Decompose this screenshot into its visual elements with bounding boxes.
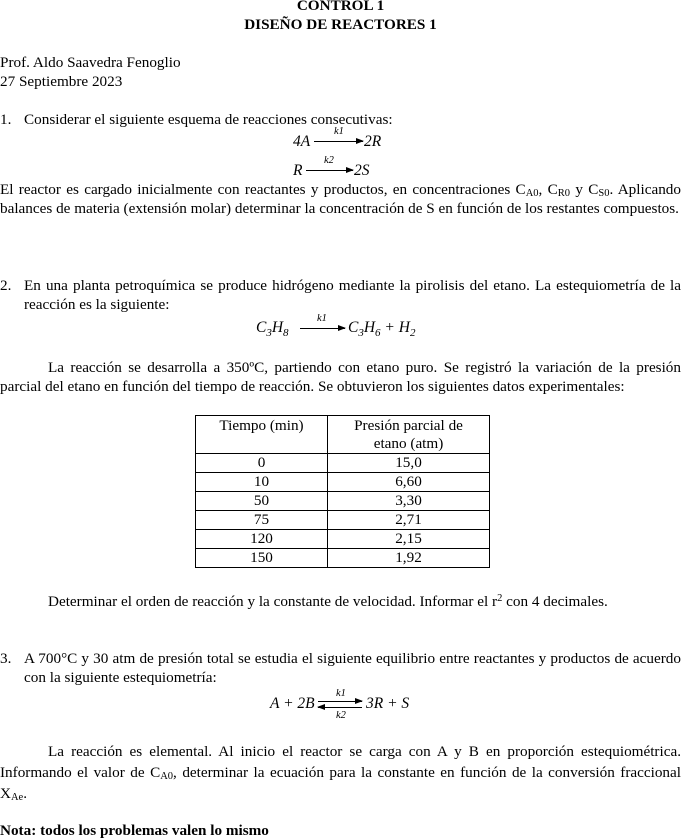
table-cell-pressure: 3,30 (328, 492, 490, 511)
problem1-number: 1. (0, 111, 12, 128)
table-row (196, 530, 490, 549)
reaction1-left: 4A (293, 133, 311, 150)
reaction2-rate: k2 (324, 155, 334, 166)
table-cell-pressure: 1,92 (328, 549, 490, 568)
reaction-arrow (300, 328, 345, 329)
table-header-pressure: Presión parcial de etano (atm) (328, 416, 490, 454)
reaction2-arrow (306, 170, 353, 171)
problem2-paragraph: La reacción se desarrolla a 350ºC, partiendo con etano puro. Se registró la variación de la presión parcial del etano en función del tiempo de reacción. Se obtuvieron los siguientes datos experimentales: (0, 359, 681, 395)
problem3-number: 3. (0, 650, 12, 667)
table-cell-time: 120 (196, 530, 328, 549)
table-row (196, 511, 490, 530)
table-cell-pressure: 2,71 (328, 511, 490, 530)
table-cell-time: 0 (196, 454, 328, 473)
table-row (196, 454, 490, 473)
reaction1-rate: k1 (334, 126, 344, 137)
equilibrium-left: A + 2B (270, 695, 315, 712)
problem3-intro: A 700°C y 30 atm de presión total se estudia el siguiente equilibrio entre reactantes y productos de acuerdo con la siguiente estequiometría: (24, 650, 681, 686)
table-cell-time: 75 (196, 511, 328, 530)
equilibrium-forward-rate: k1 (336, 688, 346, 699)
problem2-number: 2. (0, 277, 12, 294)
equilibrium-right: 3R + S (366, 695, 410, 712)
problem3-paragraph: La reacción es elemental. Al inicio el reactor se carga con A y B en proporción estequiométrica. Informando el valor de $C_{A0}$, determinar la ecuación para la constante en función de la conversión fraccional $X_{Ae}$. (0, 743, 681, 803)
table-cell-pressure: 2,15 (328, 530, 490, 549)
table-cell-time: 10 (196, 473, 328, 492)
reaction1-right: 2R (364, 133, 382, 150)
reaction-products: $C_3H_6 + H_2$ (348, 319, 416, 339)
table-cell-pressure: 15,0 (328, 454, 490, 473)
table-header-row (196, 416, 490, 454)
reaction2-left: R (293, 162, 303, 179)
document-date: 27 Septiembre 2023 (0, 73, 123, 90)
reaction-reactant: $C_3H_8$ (256, 319, 289, 339)
problem1-intro: Considerar el siguiente esquema de reacciones consecutivas: (24, 111, 393, 128)
table-row (196, 473, 490, 492)
table-header-time: Tiempo (min) (196, 416, 328, 454)
problem1-body: El reactor es cargado inicialmente con reactantes y productos, en concentraciones $C_{A0}$, $C_{R0}$ y $C_{S0}$. Aplicando balances de materia (extensión molar) determinar la concentración de S en función de los restantes compuestos. (0, 181, 681, 217)
grading-note: Nota: todos los problemas valen lo mismo (0, 822, 269, 839)
reaction1-arrow (314, 141, 363, 142)
equilibrium-reverse-rate: k2 (336, 710, 346, 721)
table-row (196, 492, 490, 511)
forward-arrow (318, 701, 362, 702)
document-subtitle: DISEÑO DE REACTORES 1 (244, 16, 437, 33)
reverse-arrow (318, 707, 362, 708)
reaction2-right: 2S (354, 162, 370, 179)
table-cell-pressure: 6,60 (328, 473, 490, 492)
table-cell-time: 150 (196, 549, 328, 568)
professor-name: Prof. Aldo Saavedra Fenoglio (0, 54, 181, 71)
problem2-task: Determinar el orden de reacción y la constante de velocidad. Informar el $r^2$ con 4 decimales. (48, 593, 608, 610)
table-cell-time: 50 (196, 492, 328, 511)
problem2-intro: En una planta petroquímica se produce hidrógeno mediante la pirolisis del etano. La estequiometría de la reacción es la siguiente: (24, 277, 681, 313)
reaction-rate: k1 (317, 313, 327, 324)
table-row (196, 549, 490, 568)
document-title: CONTROL 1 (296, 0, 385, 14)
pressure-data-table (195, 415, 490, 568)
